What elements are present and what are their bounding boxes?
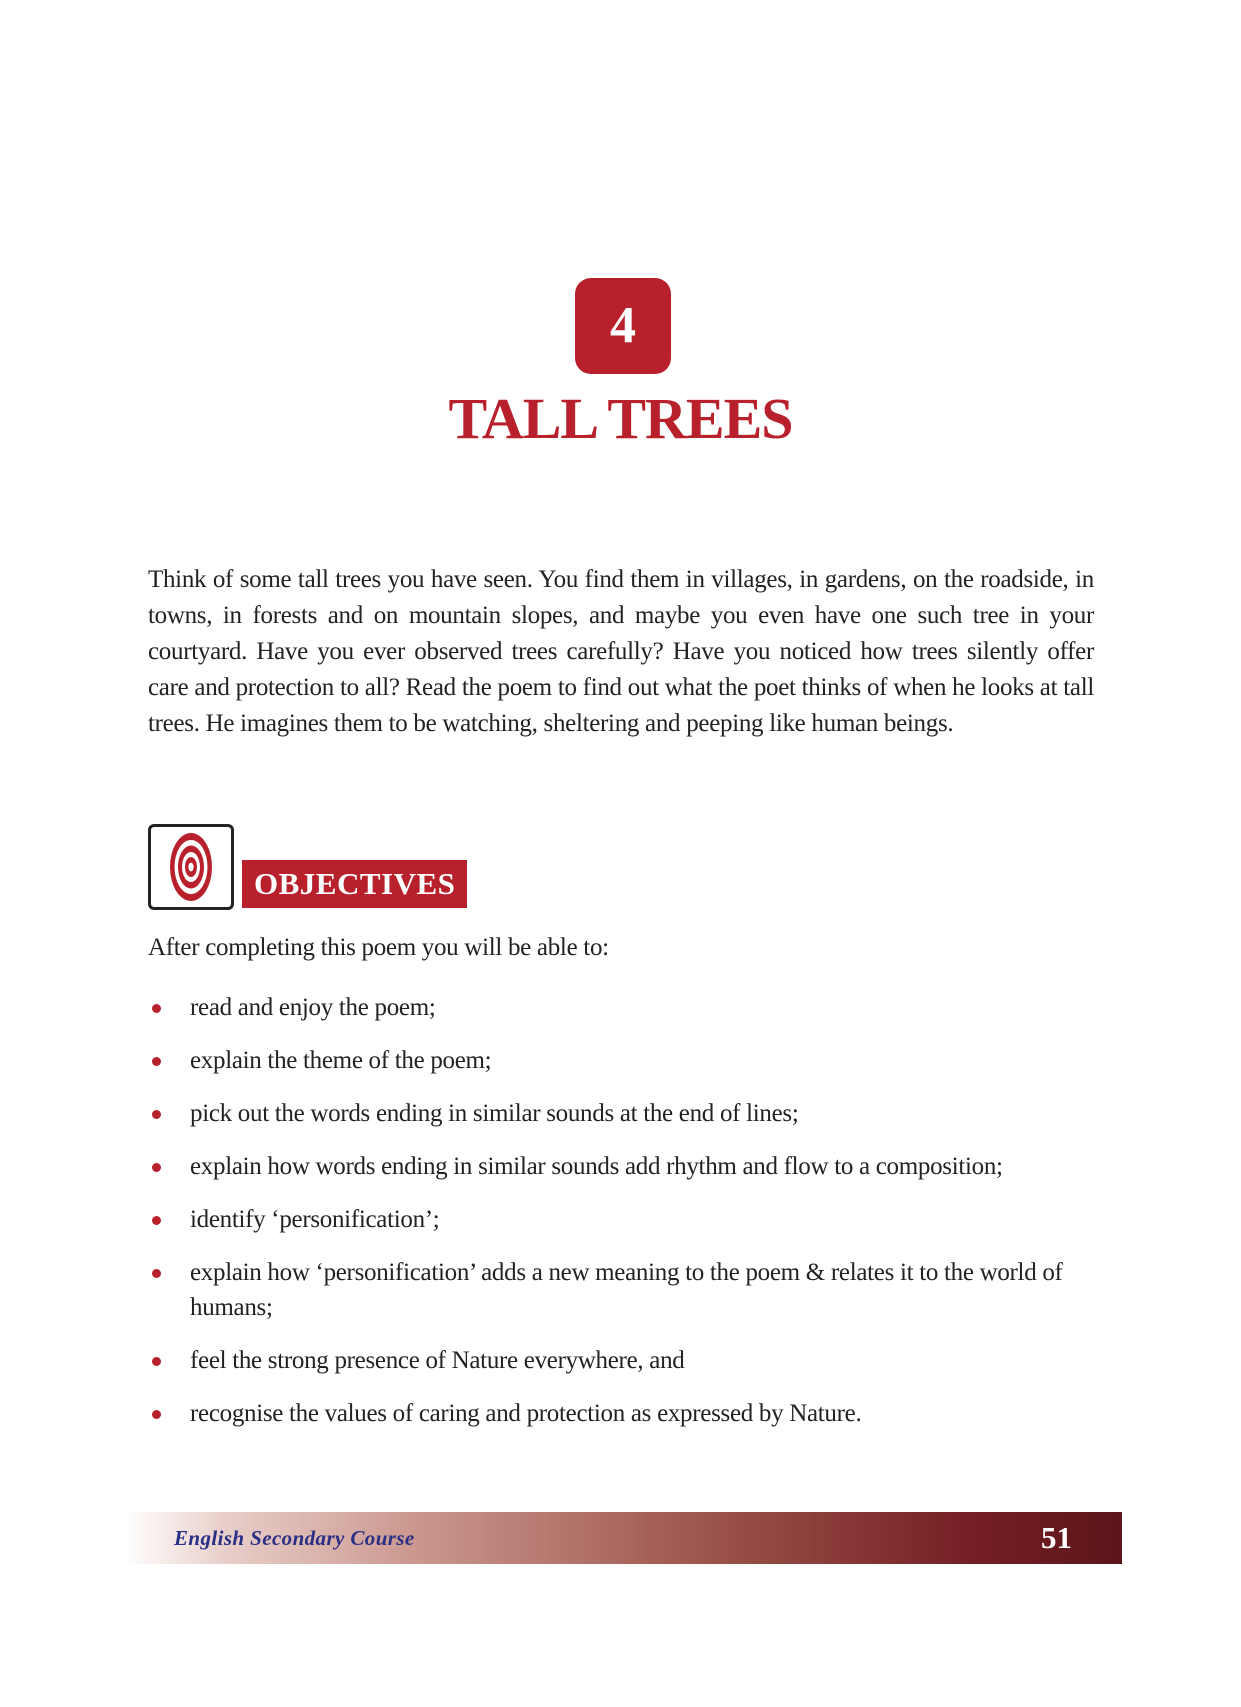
page-footer <box>124 1512 1122 1564</box>
chapter-number-badge <box>575 278 671 374</box>
objectives-heading: OBJECTIVES <box>242 860 467 908</box>
list-item-text: feel the strong presence of Nature everywhere, and <box>190 1347 685 1374</box>
bullet-icon <box>152 1110 161 1119</box>
list-item-text: explain how words ending in similar sounds add rhythm and flow to a composition; <box>190 1153 1003 1180</box>
list-item <box>148 1343 1094 1378</box>
chapter-number: 4 <box>610 297 636 354</box>
list-item <box>148 1149 1094 1184</box>
bullet-icon <box>152 1357 161 1366</box>
bullet-icon <box>152 1269 161 1278</box>
list-item <box>148 1255 1094 1325</box>
list-item <box>148 1396 1094 1431</box>
list-item-text: recognise the values of caring and protection as expressed by Nature. <box>190 1400 862 1427</box>
bullet-icon <box>152 1216 161 1225</box>
list-item <box>148 990 1094 1025</box>
list-item <box>148 1202 1094 1237</box>
chapter-title: TALL TREES <box>448 386 793 451</box>
intro-paragraph: Think of some tall trees you have seen. You find them in villages, in gardens, on the roadside, in towns, in forests and on mountain slopes, and maybe you even have one such tree in your courtyard. Have you ever observed trees carefully? Have you noticed how trees silently offer care and protection to all? Read the poem to find out what the poet thinks of when he looks at tall trees. He imagines them to be watching, sheltering and peeping like human beings. <box>148 566 1094 737</box>
bullet-icon <box>152 1057 161 1066</box>
bullet-icon <box>152 1163 161 1172</box>
list-item-text: identify ‘personification’; <box>190 1206 440 1233</box>
bullet-icon <box>152 1410 161 1419</box>
target-icon <box>148 824 234 910</box>
footer-course-title: English Secondary Course <box>174 1526 415 1550</box>
list-item-text: pick out the words ending in similar sounds at the end of lines; <box>190 1100 799 1127</box>
objectives-lead: After completing this poem you will be able to: <box>148 934 609 961</box>
list-item-text: read and enjoy the poem; <box>190 994 436 1021</box>
bullet-icon <box>152 1004 161 1013</box>
list-item-text: explain the theme of the poem; <box>190 1047 492 1074</box>
list-item-text: explain how ‘personification’ adds a new meaning to the poem & relates it to the world of humans; <box>190 1259 1063 1321</box>
objectives-list <box>148 990 1094 1449</box>
list-item <box>148 1096 1094 1131</box>
page-number: 51 <box>1041 1520 1072 1555</box>
list-item <box>148 1043 1094 1078</box>
